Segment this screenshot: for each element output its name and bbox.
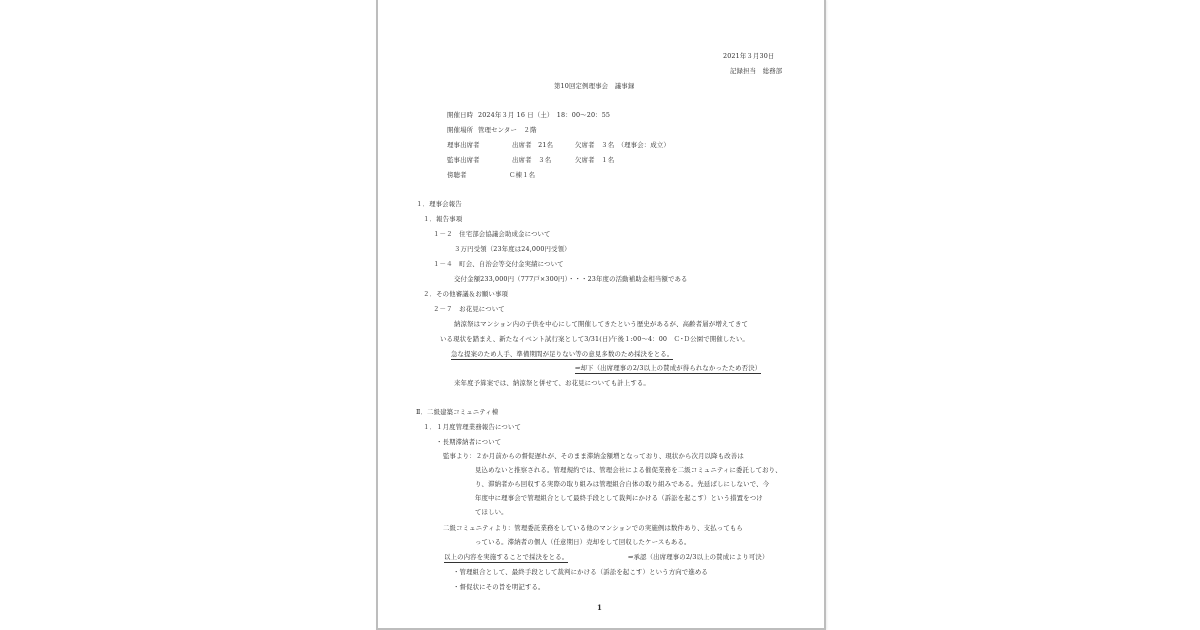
body-line: 納涼祭はマンション内の子供を中心にして開催してきたという歴史があるが、高齢者層が増えてきて bbox=[454, 320, 749, 328]
place-value: 管理センター ２階 bbox=[478, 126, 537, 134]
auditors-absent: 欠席者 １名 bbox=[575, 156, 615, 164]
subsection-heading: ２．その他審議＆お願い事項 bbox=[423, 290, 509, 298]
body-line: 年度中に理事会で管理組合として最終手段として裁判にかける（訴訟を起こす）という措置をつけ bbox=[475, 494, 763, 502]
body-line: っている。滞納者の個人（任意期日）売却をして回収したケースもある。 bbox=[475, 538, 691, 546]
subsection-heading: １．１月度管理業務報告について bbox=[423, 423, 521, 431]
body-line: いる現状を踏まえ、新たなイベント試行案として3/31(日)午後１:00～4：00 Ｃ･Ｄ公園で開催したい。 bbox=[440, 335, 749, 343]
recorder: 記録担当 総務部 bbox=[730, 67, 783, 75]
bullet-line: ・督促状にその旨を明記する。 bbox=[453, 583, 545, 591]
auditors-present: 出席者 ３名 bbox=[512, 156, 552, 164]
datetime-label: 開催日時 bbox=[447, 111, 474, 119]
body-line: 交付金額233,000円（777戸×300円）・・・23年度の活動補助金相当額である bbox=[454, 275, 688, 283]
body-line: 二級コミュニティより：管理委託業務をしている他のマンションでの実施例は数件あり、支払ってもら bbox=[443, 524, 743, 532]
document-date: 2021年３月30日 bbox=[723, 52, 775, 60]
item-heading: １－４ 町会、自治会等交付金実績について bbox=[433, 260, 564, 268]
directors-absent: 欠席者 ３名 （理事会：成立） bbox=[575, 141, 670, 149]
body-line: 監事より：２か月前からの督促遅れが、そのまま滞納金額増となっており、現状から次月以降も改善は bbox=[443, 452, 744, 460]
auditors-label: 監事出席者 bbox=[447, 156, 480, 164]
page-title: 第10回定例理事会 議事録 bbox=[554, 82, 635, 90]
underlined-line: 以上の内容を実施することで採決をとる。 bbox=[444, 553, 569, 561]
item-heading: ２－７ お花見について bbox=[433, 305, 505, 313]
bullet-line: ・管理組合として、最終手段として裁判にかける（訴訟を起こす）という方向で進める bbox=[453, 568, 708, 576]
directors-present: 出席者 21名 bbox=[512, 141, 554, 149]
datetime-value: 2024年３月 16 日（土） 18：00～20：55 bbox=[478, 111, 611, 119]
observers-value: Ｃ棟１名 bbox=[509, 171, 536, 179]
section-heading: １．理事会報告 bbox=[416, 200, 462, 208]
page-number: 1 bbox=[597, 603, 603, 612]
decision-result: ⇒承認（出席理事の2/3以上の賛成により可決） bbox=[628, 553, 769, 561]
body-line: ３万円受領（23年度は24,000円受領） bbox=[454, 245, 571, 253]
section-heading: Ⅱ．二級建築コミュニティ棟 bbox=[416, 408, 499, 416]
underlined-line: 急な提案のため人手、準備期間が足りない等の意見多数のため採決をとる。 bbox=[451, 350, 674, 358]
directors-label: 理事出席者 bbox=[447, 141, 480, 149]
document-page bbox=[376, 0, 826, 630]
bullet-heading: ・長期滞納者について bbox=[436, 438, 502, 446]
body-line: 来年度予算案では、納涼祭と併せて、お花見についても計上する。 bbox=[454, 379, 650, 387]
subsection-heading: １．報告事項 bbox=[423, 215, 463, 223]
item-heading: １－２ 住宅部会協議会助成金について bbox=[433, 230, 551, 238]
place-label: 開催場所 bbox=[447, 126, 474, 134]
decision-result: ⇒却下（出席理事の2/3以上の賛成が得られなかったため否決） bbox=[575, 364, 762, 372]
body-line: てほしい。 bbox=[475, 508, 508, 516]
observers-label: 傍聴者 bbox=[447, 171, 467, 179]
body-line: 見込めないと推察される。管理規約では、管理会社による催促業務を二級コミュニティに委託しており、 bbox=[475, 466, 782, 474]
body-line: り、滞納者から回収する実際の取り組みは管理組合自体の取り組みである。先延ばしにしないで、今 bbox=[475, 480, 770, 488]
